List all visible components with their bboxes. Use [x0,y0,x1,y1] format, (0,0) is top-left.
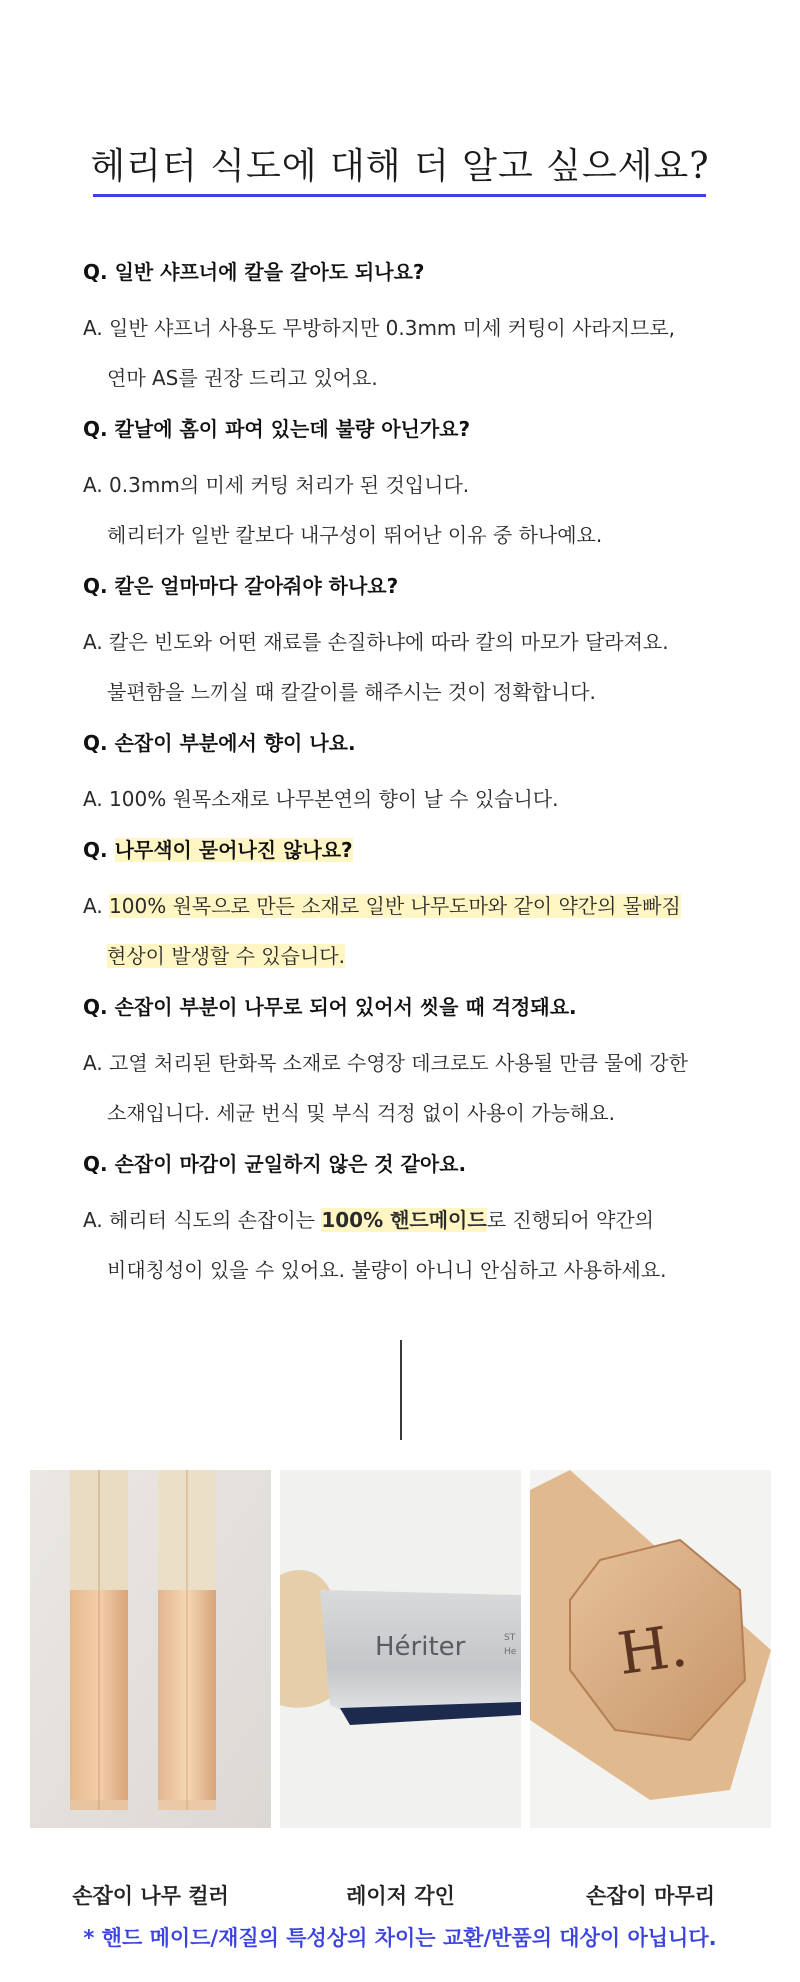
caption-handle-color: 손잡이 나무 컬러 [72,1884,229,1908]
answer-prefix: A. [83,894,110,918]
faq-question: Q. 손잡이 부분에서 향이 나요. [83,731,356,755]
faq-answer [83,1195,723,1295]
answer-line [83,881,723,931]
brand-small-text: ST [504,1633,516,1643]
answer-line: A. 칼은 빈도와 어떤 재료를 손질하냐에 따라 칼의 마모가 달라져요. [83,630,669,654]
answer-text: A. 헤리터 식도의 손잡이는 [83,1208,322,1232]
answer-line: A. 고열 처리된 탄화목 소재로 수영장 데크로도 사용될 만큼 물에 강한 [83,1051,688,1075]
handle-finish-photo [530,1470,771,1828]
faq-question: Q. 일반 샤프너에 칼을 갈아도 되나요? [83,260,425,284]
answer-line: 비대칭성이 있을 수 있어요. 불량이 아니니 안심하고 사용하세요. [107,1258,667,1282]
laser-engraving-photo [280,1470,521,1828]
faq-list [83,258,723,1307]
highlighted-text: 100% 원목으로 만든 소재로 일반 나무도마와 같이 약간의 물빠짐 [109,894,681,918]
faq-answer [83,617,723,717]
handmade-emphasis: 100% 핸드메이드 [321,1208,487,1232]
faq-answer [83,1038,723,1138]
photo-row [30,1470,772,1828]
faq-question: Q. 칼날에 홈이 파여 있는데 불량 아닌가요? [83,417,471,441]
vertical-divider [400,1340,402,1440]
answer-line: A. 0.3mm의 미세 커팅 처리가 된 것입니다. [83,473,470,497]
answer-text: 로 진행되어 약간의 [486,1208,654,1232]
title-underline [93,194,706,197]
answer-line: 소재입니다. 세균 번식 및 부식 걱정 없이 사용이 가능해요. [107,1101,615,1125]
faq-answer [83,460,723,560]
answer-line [83,1195,723,1245]
answer-line: 헤리터가 일반 칼보다 내구성이 뛰어난 이유 중 하나예요. [107,523,603,547]
return-policy-note: * 핸드 메이드/재질의 특성상의 차이는 교환/반품의 대상이 아닙니다. [83,1926,717,1950]
question-prefix: Q. [83,838,115,862]
page-title: 헤리터 식도에 대해 더 알고 싶으세요? [90,146,710,187]
faq-answer [83,774,723,824]
highlighted-text: 나무색이 묻어나진 않나요? [114,838,353,862]
engraved-mark: H. [613,1611,692,1689]
faq-question-highlighted [83,836,723,864]
caption-laser-engraving: 레이저 각인 [346,1884,455,1908]
brand-small-text: He [504,1647,517,1657]
faq-question: Q. 손잡이 부분이 나무로 되어 있어서 씻을 때 걱정돼요. [83,995,577,1019]
faq-answer-highlighted [83,881,723,981]
brand-engraving: Hériter [375,1632,466,1662]
highlighted-text: 현상이 발생할 수 있습니다. [107,944,345,968]
faq-question: Q. 손잡이 마감이 균일하지 않은 것 같아요. [83,1152,467,1176]
caption-handle-finish: 손잡이 마무리 [585,1884,716,1908]
answer-line: 연마 AS를 권장 드리고 있어요. [107,366,378,390]
faq-answer [83,303,723,403]
answer-line: A. 100% 원목소재로 나무본연의 향이 날 수 있습니다. [83,787,559,811]
handle-color-photo [30,1470,271,1828]
answer-line: A. 일반 샤프너 사용도 무방하지만 0.3mm 미세 커팅이 사라지므로, [83,316,676,340]
answer-line [83,931,723,981]
faq-question: Q. 칼은 얼마마다 갈아줘야 하나요? [83,574,399,598]
answer-line: 불편함을 느끼실 때 칼갈이를 해주시는 것이 정확합니다. [107,680,596,704]
wooden-handles-image [30,1470,271,1828]
knife-blade-image [280,1470,521,1828]
handle-end-image [530,1470,771,1828]
